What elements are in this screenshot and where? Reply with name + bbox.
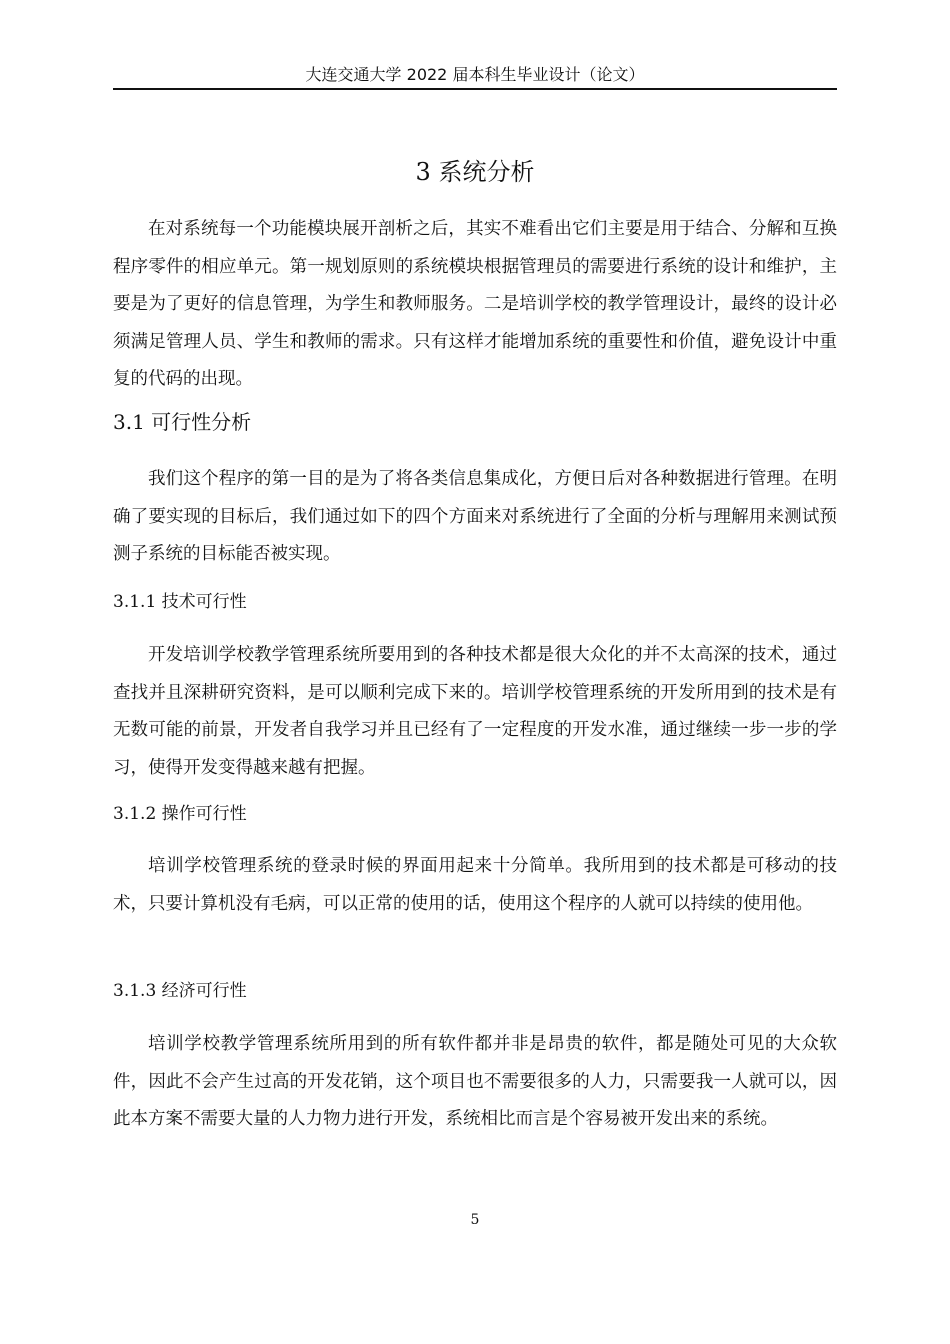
subsection-3-1-3-paragraph: 培训学校教学管理系统所用到的所有软件都并非是昂贵的软件，都是随处可见的大众软件，因此不会产生过高的开发花销，这个项目也不需要很多的人力，只需要我一人就可以，因此本方案不需要大量的人力物力进行开发，系统相比而言是个容易被开发出来的系统。 (113, 1034, 837, 1129)
chapter-intro-paragraph: 在对系统每一个功能模块展开剖析之后，其实不难看出它们主要是用于结合、分解和互换程序零件的相应单元。第一规划原则的系统模块根据管理员的需要进行系统的设计和维护，主要是为了更好的信息管理，为学生和教师服务。二是培训学校的教学管理设计，最终的设计必须满足管理人员、学生和教师的需求。只有这样才能增加系统的重要性和价值，避免设计中重复的代码的出现。 (113, 219, 837, 389)
subsection-heading-3-1-3: 3.1.3 经济可行性 (113, 981, 247, 1001)
page-number: 5 (470, 1212, 480, 1228)
subsection-3-1-2-paragraph: 培训学校管理系统的登录时候的界面用起来十分简单。我所用到的技术都是可移动的技术，只要计算机没有毛病，可以正常的使用的话，使用这个程序的人就可以持续的使用他。 (113, 856, 837, 914)
section-3-1-paragraph: 我们这个程序的第一目的是为了将各类信息集成化，方便日后对各种数据进行管理。在明确了要实现的目标后，我们通过如下的四个方面来对系统进行了全面的分析与理解用来测试预测子系统的目标能否被实现。 (113, 469, 837, 564)
subsection-3-1-1-paragraph: 开发培训学校教学管理系统所要用到的各种技术都是很大众化的并不太高深的技术，通过查找并且深耕研究资料，是可以顺利完成下来的。培训学校管理系统的开发所用到的技术是有无数可能的前景，开发者自我学习并且已经有了一定程度的开发水准，通过继续一步一步的学习，使得开发变得越来越有把握。 (113, 645, 837, 778)
section-heading-3-1: 3.1 可行性分析 (113, 410, 252, 434)
subsection-heading-3-1-1: 3.1.1 技术可行性 (113, 592, 247, 612)
chapter-title: 3 系统分析 (415, 158, 535, 186)
subsection-heading-3-1-2: 3.1.2 操作可行性 (113, 804, 247, 824)
running-header: 大连交通大学 2022 届本科生毕业设计（论文） (113, 64, 837, 90)
